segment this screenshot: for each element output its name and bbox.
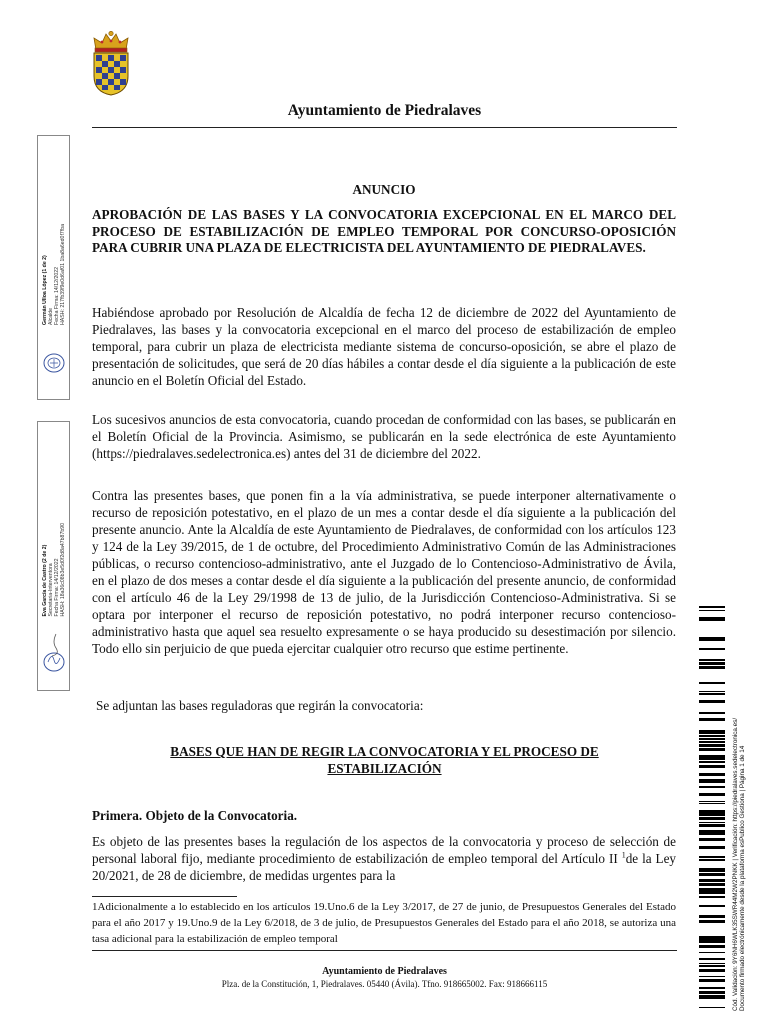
verification-code — [732, 606, 752, 1011]
object-text-end: de la Ley 20/2021, de 28 de diciembre, de medidas urgentes para la — [92, 851, 677, 883]
announcement-subject: APROBACIÓN DE LAS BASES Y LA CONVOCATORIA EXCEPCIONAL EN EL MARCO DEL PROCESO DE ESTABILIZACIÓN DE EMPLEO TEMPORAL POR CONCURSO-OPOSICIÓN PARA CUBRIR UNA PLAZA DE ELECTRICISTA DEL AYUNTAMIENTO DE PIEDRALAVES. — [92, 207, 676, 255]
announcement-heading: ANUNCIO — [352, 182, 416, 197]
paragraph-attached-bases: Se adjuntan las bases reguladoras que regirán la convocatoria: — [96, 698, 424, 713]
signer-role: Secretaria-Interventora — [48, 562, 54, 616]
paragraph-approval: Habiéndose aprobado por Resolución de Alcaldía de fecha 12 de diciembre de 2022 del Ayuntamiento de Piedralaves, las bases y la convocatoria excepcional en el marco del proceso de estabilización de empleo temporal, para cubrir un plaza de electricista mediante sistema de concurso-oposición, se abre el plazo de presentación de solicitudes, que será de 20 días hábiles a contar desde el día siguiente a la publicación de este anuncio en el Boletín Oficial del Estado. — [92, 305, 676, 388]
handwritten-signature-icon — [42, 632, 66, 676]
paragraph-object — [92, 833, 676, 884]
signer-name: Germán Ulloa López (1 de 2) — [42, 255, 48, 325]
signer-name: Eva García de Castro (2 de 2) — [42, 544, 48, 616]
footer-divider — [92, 950, 677, 951]
footnote-divider — [92, 896, 237, 897]
signature-date: Fecha Firma: 14/12/2022 — [54, 558, 60, 616]
header-divider — [92, 127, 677, 128]
paragraph-appeals: Contra las presentes bases, que ponen fin a la vía administrativa, se puede interponer alternativamente o recurso de reposición potestativo, en el plazo de un mes a contar desde el día siguiente a la publicación del presente anuncio. Ante la Alcaldía de este Ayuntamiento de Piedralaves, de conformidad con los artículos 123 y 124 de la Ley 39/2015, de 1 de octubre, del Procedimiento Administrativo Común de las Administraciones públicas, o recurso contencioso-administrativo, ante el Juzgado de lo Contencioso-Administrativo de Ávila, en el plazo de dos meses a contar desde el día siguiente a la publicación del presente anuncio, de conformidad con el artículo 46 de la Ley 29/1998 de 13 de julio, de la Jurisdicción Contencioso-Administrativa. Si se optara por interponer el recurso de reposición potestativo, no podrá interponer recurso contencioso-administrativo hasta que aquel sea resuelto expresamente o se haya producido su desestimación por silencio. Todo ello sin perjuicio de que pueda ejercitar cualquier otro recurso que estime pertinente. — [92, 488, 676, 656]
signer-role: Alcalde — [48, 307, 54, 325]
signature-hash: HASH: 217fb39f9e0d6af01 1ba8a6ed0f7fba — [60, 224, 66, 325]
footnote: 1Adicionalmente a lo establecido en los artículos 19.Uno.6 de la Ley 3/2017, de 27 de junio, de Presupuestos Generales del Estado para el año 2017 y 19.Uno.9 de la Ley 6/2018, de 3 de julio, de Presupuestos Generales del Estado para el año 2018, se autoriza una tasa adicional para la estabilización de empleo temporal — [92, 901, 676, 945]
footer-address: Plza. de la Constitución, 1, Piedralaves. 05440 (Ávila). Tfno. 918665002. Fax: 918666115 — [221, 979, 548, 989]
paragraph-publication: Los sucesivos anuncios de esta convocatoria, cuando procedan de conformidad con las bases, se publicarán en el Boletín Oficial de la Provincia. Asimismo, se publicarán en la sede electrónica de este Ayuntamiento (https://piedralaves.sedelectronica.es) antes del 31 de diciembre del 2022. — [92, 412, 676, 461]
coat-of-arms-icon — [90, 30, 132, 96]
footer-title: Ayuntamiento de Piedralaves — [322, 966, 447, 977]
barcode-icon — [699, 606, 725, 1011]
bases-title: BASES QUE HAN DE REGIR LA CONVOCATORIA Y EL PROCESO DE ESTABILIZACIÓN — [170, 744, 599, 776]
seal-icon — [42, 351, 66, 375]
signature-details — [42, 523, 66, 616]
verification-line: Cód. Validación: 9Y6NH6WLK35SWR44M2W2PNKK | Verificación: https://piedralaves.sedelectronica.es/ — [732, 717, 739, 1011]
signature-hash: HASH: 18a36c08b3e5d0f2d8a47b87b90 — [60, 522, 66, 616]
footnote-reference[interactable]: 1 — [621, 850, 626, 860]
signature-box-secretary — [37, 421, 70, 691]
section-title: Primera. Objeto de la Convocatoria. — [92, 808, 298, 823]
verification-line: Documento firmado electrónicamente desde la plataforma esPublico Gestiona | Página 1 de 14 — [739, 745, 746, 1011]
organization-title: Ayuntamiento de Piedralaves — [287, 102, 482, 119]
signature-date: Fecha Firma: 14/12/2022 — [54, 267, 60, 325]
signature-details — [42, 224, 66, 325]
object-text-start: Es objeto de las presentes bases la regulación de los aspectos de la convocatoria y proceso de selección de personal laboral fijo, mediante procedimiento de estabilización de empleo temporal del Artículo II — [92, 834, 676, 866]
signature-box-mayor — [37, 135, 70, 400]
